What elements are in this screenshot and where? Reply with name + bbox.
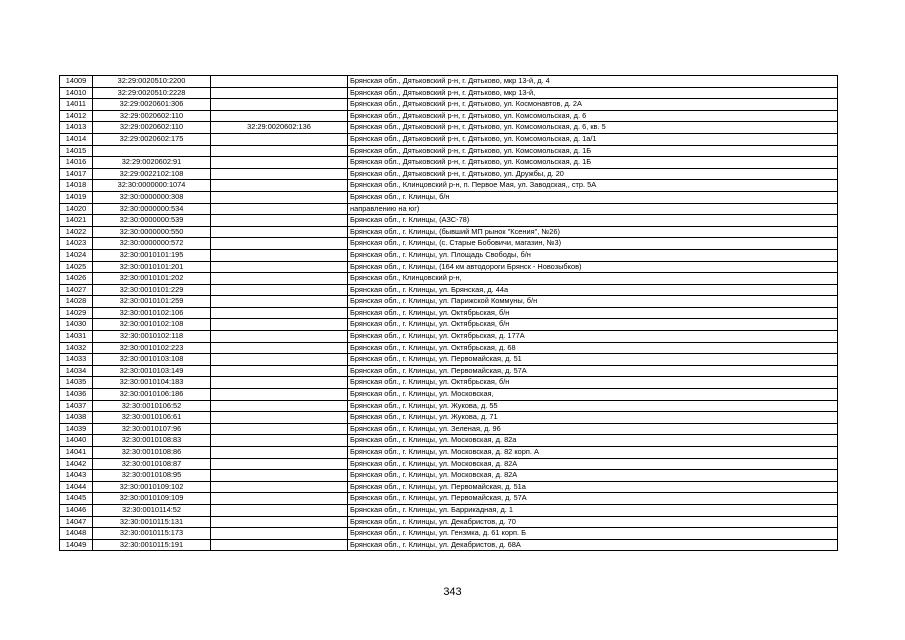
row-number-cell: 14049 xyxy=(60,539,93,551)
row-number-cell: 14013 xyxy=(60,122,93,134)
cadastral-number-cell: 32:30:0010115:131 xyxy=(93,516,211,528)
cadastral-number-cell: 32:30:0010106:61 xyxy=(93,412,211,424)
row-number-cell: 14027 xyxy=(60,284,93,296)
row-number-cell: 14023 xyxy=(60,238,93,250)
cadastral-number-cell: 32:30:0010102:106 xyxy=(93,307,211,319)
row-number-cell: 14028 xyxy=(60,296,93,308)
table-row xyxy=(60,157,838,169)
related-cadastral-number-cell xyxy=(211,191,348,203)
related-cadastral-number-cell xyxy=(211,261,348,273)
address-cell: Брянская обл., г. Клинцы, (АЗС-78) xyxy=(348,215,838,227)
cadastral-number-cell: 32:30:0010107:96 xyxy=(93,423,211,435)
address-cell: Брянская обл., Дятьковский р-н, г. Дятьково, ул. Комсомольская, д. 1Б xyxy=(348,145,838,157)
address-cell: направлению на юг) xyxy=(348,203,838,215)
cadastral-number-cell: 32:30:0010108:86 xyxy=(93,447,211,459)
cadastral-number-cell: 32:29:0020602:91 xyxy=(93,157,211,169)
cadastral-number-cell: 32:30:0010109:102 xyxy=(93,481,211,493)
cadastral-number-cell: 32:29:0022102:108 xyxy=(93,168,211,180)
row-number-cell: 14044 xyxy=(60,481,93,493)
address-cell: Брянская обл., Клинцовский р-н, п. Первое Мая, ул. Заводская,, стр. 5А xyxy=(348,180,838,192)
address-cell: Брянская обл., Дятьковский р-н, г. Дятьково, ул. Космонавтов, д. 2А xyxy=(348,99,838,111)
cadastral-number-cell: 32:29:0020602:110 xyxy=(93,122,211,134)
cadastral-number-cell: 32:29:0020601:306 xyxy=(93,99,211,111)
address-cell: Брянская обл., г. Клинцы, ул. Первомайская, д. 51 xyxy=(348,354,838,366)
related-cadastral-number-cell xyxy=(211,226,348,238)
address-cell: Брянская обл., г. Клинцы, ул. Октябрьская, б/н xyxy=(348,307,838,319)
related-cadastral-number-cell xyxy=(211,516,348,528)
address-cell: Брянская обл., г. Клинцы, ул. Брянская, д. 44а xyxy=(348,284,838,296)
cadastral-number-cell: 32:29:0020602:110 xyxy=(93,110,211,122)
address-cell: Брянская обл., г. Клинцы, ул. Баррикадная, д. 1 xyxy=(348,504,838,516)
address-cell: Брянская обл., г. Клинцы, ул. Декабристов, д. 70 xyxy=(348,516,838,528)
row-number-cell: 14047 xyxy=(60,516,93,528)
related-cadastral-number-cell xyxy=(211,307,348,319)
table-row xyxy=(60,331,838,343)
address-cell: Брянская обл., г. Клинцы, ул. Первомайская, д. 57А xyxy=(348,493,838,505)
cadastral-number-cell: 32:30:0000000:1074 xyxy=(93,180,211,192)
address-cell: Брянская обл., г. Клинцы, ул. Декабристов, д. 68А xyxy=(348,539,838,551)
related-cadastral-number-cell xyxy=(211,331,348,343)
address-cell: Брянская обл., г. Клинцы, ул. Площадь Свободы, б/н xyxy=(348,249,838,261)
cadastral-number-cell: 32:30:0010106:186 xyxy=(93,389,211,401)
related-cadastral-number-cell xyxy=(211,157,348,169)
cadastral-number-cell: 32:30:0010102:223 xyxy=(93,342,211,354)
table-row xyxy=(60,447,838,459)
related-cadastral-number-cell xyxy=(211,76,348,88)
row-number-cell: 14043 xyxy=(60,470,93,482)
row-number-cell: 14015 xyxy=(60,145,93,157)
related-cadastral-number-cell xyxy=(211,412,348,424)
table-row xyxy=(60,87,838,99)
address-cell: Брянская обл., г. Клинцы, ул. Октябрьская, д. 177А xyxy=(348,331,838,343)
related-cadastral-number-cell xyxy=(211,539,348,551)
related-cadastral-number-cell xyxy=(211,423,348,435)
table-row xyxy=(60,296,838,308)
table-row xyxy=(60,238,838,250)
cadastral-number-cell: 32:30:0010109:109 xyxy=(93,493,211,505)
address-cell: Брянская обл., г. Клинцы, ул. Октябрьская, б/н xyxy=(348,377,838,389)
related-cadastral-number-cell xyxy=(211,400,348,412)
row-number-cell: 14039 xyxy=(60,423,93,435)
cadastral-number-cell: 32:30:0010108:95 xyxy=(93,470,211,482)
related-cadastral-number-cell xyxy=(211,365,348,377)
table-row xyxy=(60,458,838,470)
related-cadastral-number-cell xyxy=(211,87,348,99)
address-cell: Брянская обл., Клинцовский р-н, xyxy=(348,273,838,285)
address-cell: Брянская обл., Дятьковский р-н, г. Дятьково, ул. Комсомольская, д. 6, кв. 5 xyxy=(348,122,838,134)
related-cadastral-number-cell xyxy=(211,273,348,285)
row-number-cell: 14031 xyxy=(60,331,93,343)
table-row xyxy=(60,365,838,377)
cadastral-number-cell: 32:30:0010103:149 xyxy=(93,365,211,377)
address-cell: Брянская обл., Дятьковский р-н, г. Дятьково, мкр 13-й, xyxy=(348,87,838,99)
cadastral-number-cell: 32:30:0010102:118 xyxy=(93,331,211,343)
row-number-cell: 14011 xyxy=(60,99,93,111)
address-cell: Брянская обл., г. Клинцы, (бывший МП рынок "Ксения", №26) xyxy=(348,226,838,238)
related-cadastral-number-cell xyxy=(211,319,348,331)
address-cell: Брянская обл., г. Клинцы, ул. Гензмка, д. 61 корп. Б xyxy=(348,528,838,540)
row-number-cell: 14041 xyxy=(60,447,93,459)
related-cadastral-number-cell xyxy=(211,342,348,354)
row-number-cell: 14010 xyxy=(60,87,93,99)
row-number-cell: 14019 xyxy=(60,191,93,203)
table-row xyxy=(60,168,838,180)
related-cadastral-number-cell xyxy=(211,99,348,111)
table-row xyxy=(60,110,838,122)
table-row xyxy=(60,400,838,412)
table-row xyxy=(60,504,838,516)
related-cadastral-number-cell xyxy=(211,133,348,145)
related-cadastral-number-cell xyxy=(211,180,348,192)
table-row xyxy=(60,539,838,551)
related-cadastral-number-cell xyxy=(211,470,348,482)
address-cell: Брянская обл., Дятьковский р-н, г. Дятьково, ул. Комсомольская, д. 1а/1 xyxy=(348,133,838,145)
row-number-cell: 14018 xyxy=(60,180,93,192)
cadastral-number-cell: 32:30:0010108:83 xyxy=(93,435,211,447)
table-row xyxy=(60,215,838,227)
row-number-cell: 14022 xyxy=(60,226,93,238)
related-cadastral-number-cell xyxy=(211,493,348,505)
related-cadastral-number-cell xyxy=(211,145,348,157)
registry-table-body xyxy=(60,76,838,551)
row-number-cell: 14030 xyxy=(60,319,93,331)
related-cadastral-number-cell xyxy=(211,377,348,389)
related-cadastral-number-cell xyxy=(211,110,348,122)
address-cell: Брянская обл., г. Клинцы, ул. Первомайская, д. 51а xyxy=(348,481,838,493)
table-row xyxy=(60,528,838,540)
row-number-cell: 14025 xyxy=(60,261,93,273)
related-cadastral-number-cell xyxy=(211,203,348,215)
address-cell: Брянская обл., Дятьковский р-н, г. Дятьково, ул. Дружбы, д. 20 xyxy=(348,168,838,180)
row-number-cell: 14014 xyxy=(60,133,93,145)
related-cadastral-number-cell xyxy=(211,481,348,493)
table-row xyxy=(60,435,838,447)
row-number-cell: 14036 xyxy=(60,389,93,401)
cadastral-number-cell: 32:30:0010101:195 xyxy=(93,249,211,261)
cadastral-number-cell: 32:30:0000000:534 xyxy=(93,203,211,215)
address-cell: Брянская обл., г. Клинцы, ул. Октябрьская, д. 68 xyxy=(348,342,838,354)
row-number-cell: 14033 xyxy=(60,354,93,366)
related-cadastral-number-cell xyxy=(211,168,348,180)
table-row xyxy=(60,122,838,134)
cadastral-number-cell: 32:30:0010101:229 xyxy=(93,284,211,296)
table-row xyxy=(60,412,838,424)
row-number-cell: 14026 xyxy=(60,273,93,285)
table-row xyxy=(60,203,838,215)
cadastral-number-cell: 32:30:0010103:108 xyxy=(93,354,211,366)
table-row xyxy=(60,307,838,319)
cadastral-number-cell: 32:30:0010102:108 xyxy=(93,319,211,331)
row-number-cell: 14045 xyxy=(60,493,93,505)
row-number-cell: 14048 xyxy=(60,528,93,540)
row-number-cell: 14009 xyxy=(60,76,93,88)
address-cell: Брянская обл., г. Клинцы, ул. Московская, д. 82А xyxy=(348,470,838,482)
address-cell: Брянская обл., г. Клинцы, ул. Жукова, д. 71 xyxy=(348,412,838,424)
cadastral-number-cell: 32:30:0000000:550 xyxy=(93,226,211,238)
table-row xyxy=(60,470,838,482)
cadastral-number-cell: 32:30:0010115:191 xyxy=(93,539,211,551)
cadastral-number-cell: 32:30:0010101:201 xyxy=(93,261,211,273)
table-row xyxy=(60,133,838,145)
related-cadastral-number-cell xyxy=(211,215,348,227)
address-cell: Брянская обл., г. Клинцы, ул. Московская, д. 82 корп. А xyxy=(348,447,838,459)
row-number-cell: 14042 xyxy=(60,458,93,470)
table-row xyxy=(60,273,838,285)
related-cadastral-number-cell xyxy=(211,238,348,250)
related-cadastral-number-cell xyxy=(211,528,348,540)
cadastral-number-cell: 32:30:0000000:539 xyxy=(93,215,211,227)
related-cadastral-number-cell xyxy=(211,389,348,401)
row-number-cell: 14021 xyxy=(60,215,93,227)
address-cell: Брянская обл., г. Клинцы, ул. Московская, xyxy=(348,389,838,401)
related-cadastral-number-cell xyxy=(211,458,348,470)
table-row xyxy=(60,191,838,203)
page-number: 343 xyxy=(443,586,462,598)
related-cadastral-number-cell xyxy=(211,504,348,516)
row-number-cell: 14038 xyxy=(60,412,93,424)
address-cell: Брянская обл., г. Клинцы, ул. Жукова, д. 55 xyxy=(348,400,838,412)
table-row xyxy=(60,354,838,366)
related-cadastral-number-cell xyxy=(211,296,348,308)
address-cell: Брянская обл., г. Клинцы, б/н xyxy=(348,191,838,203)
row-number-cell: 14012 xyxy=(60,110,93,122)
cadastral-number-cell: 32:29:0020510:2228 xyxy=(93,87,211,99)
table-row xyxy=(60,516,838,528)
row-number-cell: 14024 xyxy=(60,249,93,261)
related-cadastral-number-cell xyxy=(211,447,348,459)
related-cadastral-number-cell xyxy=(211,249,348,261)
related-cadastral-number-cell xyxy=(211,284,348,296)
address-cell: Брянская обл., г. Клинцы, (с. Старые Бобовичи, магазин, №3) xyxy=(348,238,838,250)
address-cell: Брянская обл., г. Клинцы, ул. Первомайская, д. 57А xyxy=(348,365,838,377)
row-number-cell: 14020 xyxy=(60,203,93,215)
address-cell: Брянская обл., г. Клинцы, ул. Московская, д. 82А xyxy=(348,458,838,470)
address-cell: Брянская обл., Дятьковский р-н, г. Дятьково, ул. Комсомольская, д. 6 xyxy=(348,110,838,122)
registry-table xyxy=(59,75,838,551)
table-row xyxy=(60,284,838,296)
cadastral-number-cell: 32:29:0020510:2200 xyxy=(93,76,211,88)
table-row xyxy=(60,99,838,111)
table-row xyxy=(60,180,838,192)
row-number-cell: 14040 xyxy=(60,435,93,447)
address-cell: Брянская обл., г. Клинцы, (164 км автодороги Брянск - Новозыбков) xyxy=(348,261,838,273)
row-number-cell: 14032 xyxy=(60,342,93,354)
row-number-cell: 14046 xyxy=(60,504,93,516)
cadastral-number-cell: 32:30:0000000:572 xyxy=(93,238,211,250)
row-number-cell: 14035 xyxy=(60,377,93,389)
cadastral-number-cell: 32:30:0010106:52 xyxy=(93,400,211,412)
cadastral-number-cell xyxy=(93,145,211,157)
table-row xyxy=(60,319,838,331)
table-row xyxy=(60,423,838,435)
table-row xyxy=(60,481,838,493)
related-cadastral-number-cell: 32:29:0020602:136 xyxy=(211,122,348,134)
cadastral-number-cell: 32:30:0010104:183 xyxy=(93,377,211,389)
cadastral-number-cell: 32:30:0000000:308 xyxy=(93,191,211,203)
table-row xyxy=(60,493,838,505)
cadastral-number-cell: 32:30:0010115:173 xyxy=(93,528,211,540)
row-number-cell: 14034 xyxy=(60,365,93,377)
table-row xyxy=(60,261,838,273)
row-number-cell: 14016 xyxy=(60,157,93,169)
address-cell: Брянская обл., г. Клинцы, ул. Зеленая, д. 96 xyxy=(348,423,838,435)
row-number-cell: 14029 xyxy=(60,307,93,319)
table-row xyxy=(60,226,838,238)
cadastral-number-cell: 32:29:0020602:175 xyxy=(93,133,211,145)
address-cell: Брянская обл., Дятьковский р-н, г. Дятьково, ул. Комсомольская, д. 1Б xyxy=(348,157,838,169)
address-cell: Брянская обл., г. Клинцы, ул. Парижской Коммуны, б/н xyxy=(348,296,838,308)
cadastral-number-cell: 32:30:0010101:202 xyxy=(93,273,211,285)
row-number-cell: 14017 xyxy=(60,168,93,180)
address-cell: Брянская обл., г. Клинцы, ул. Октябрьская, б/н xyxy=(348,319,838,331)
cadastral-number-cell: 32:30:0010108:87 xyxy=(93,458,211,470)
table-row xyxy=(60,76,838,88)
row-number-cell: 14037 xyxy=(60,400,93,412)
table-row xyxy=(60,249,838,261)
related-cadastral-number-cell xyxy=(211,354,348,366)
table-row xyxy=(60,145,838,157)
table-row xyxy=(60,342,838,354)
cadastral-number-cell: 32:30:0010114:52 xyxy=(93,504,211,516)
related-cadastral-number-cell xyxy=(211,435,348,447)
cadastral-number-cell: 32:30:0010101:259 xyxy=(93,296,211,308)
address-cell: Брянская обл., г. Клинцы, ул. Московская, д. 82а xyxy=(348,435,838,447)
table-row xyxy=(60,389,838,401)
table-row xyxy=(60,377,838,389)
address-cell: Брянская обл., Дятьковский р-н, г. Дятьково, мкр 13-й, д. 4 xyxy=(348,76,838,88)
